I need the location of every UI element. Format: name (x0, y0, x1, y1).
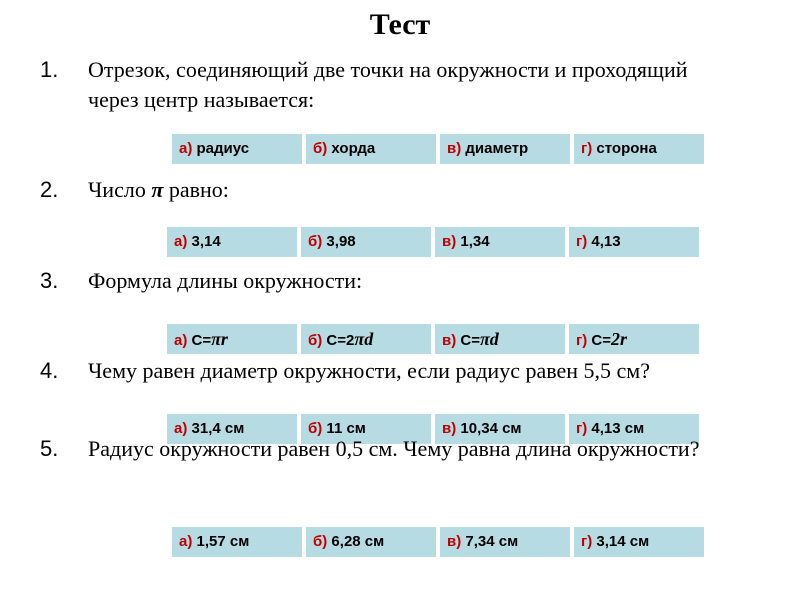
formula-math: πd (479, 329, 499, 349)
formula-math: πr (211, 329, 228, 349)
option-value: 6,28 см (327, 533, 385, 550)
option-letter: г) (581, 140, 593, 157)
option-letter: в) (442, 332, 457, 349)
option-value: 11 см (322, 420, 366, 437)
option-letter: а) (179, 533, 193, 550)
option-value: 4,13 см (587, 420, 645, 437)
formula-math: 2r (611, 329, 628, 349)
option-letter: г) (576, 233, 588, 250)
answer-option-d[interactable] (574, 527, 704, 557)
page-title: Тест (369, 8, 431, 41)
answer-option-b[interactable] (306, 134, 436, 164)
option-value: радиус (192, 140, 250, 157)
answer-option-a[interactable] (172, 134, 302, 164)
option-value: 3,98 (322, 233, 356, 250)
answer-option-c[interactable] (435, 227, 565, 257)
answer-row-5 (172, 527, 704, 557)
option-letter: г) (576, 332, 588, 349)
formula-math: πd (354, 329, 374, 349)
answer-option-d[interactable] (569, 227, 699, 257)
option-letter: а) (174, 233, 188, 250)
option-letter: б) (308, 233, 323, 250)
option-value: 3,14 см (592, 533, 650, 550)
option-value: 31,4 см (187, 420, 245, 437)
option-letter: б) (313, 533, 328, 550)
answer-option-c[interactable] (440, 527, 570, 557)
question-number: 2. (40, 177, 59, 202)
question-text: Чему равен диаметр окружности, если радиус равен 5,5 см? (88, 358, 650, 383)
question-text: Радиус окружности равен 0,5 см. Чему равна длина окружности? (88, 436, 700, 461)
option-value: 10,34 см (456, 420, 522, 437)
answer-row-2 (167, 227, 699, 257)
option-letter: б) (308, 420, 323, 437)
option-letter: г) (576, 420, 588, 437)
option-value: хорда (327, 140, 376, 157)
question-number: 5. (40, 436, 59, 461)
answer-option-d[interactable] (569, 324, 699, 354)
pi-symbol: π (151, 177, 164, 202)
question-number: 3. (40, 268, 59, 293)
option-letter: г) (581, 533, 593, 550)
option-value: 1,34 (456, 233, 490, 250)
answer-option-b[interactable] (306, 527, 436, 557)
question-text: Отрезок, соединяющий две точки на окружности и проходящий через центр называется: (88, 57, 688, 112)
question-number: 1. (40, 57, 59, 82)
option-prefix: C= (587, 332, 612, 349)
question-text: Число π равно: (88, 177, 229, 202)
answer-option-a[interactable] (167, 227, 297, 257)
answer-row-3 (167, 324, 699, 354)
option-prefix: C= (456, 332, 480, 349)
option-letter: б) (313, 140, 328, 157)
question-number: 4. (40, 358, 59, 383)
answer-option-c[interactable] (440, 134, 570, 164)
answer-option-b[interactable] (301, 324, 431, 354)
option-value: сторона (592, 140, 657, 157)
option-value: 1,57 см (192, 533, 250, 550)
option-letter: а) (174, 332, 188, 349)
answer-option-d[interactable] (574, 134, 704, 164)
option-letter: в) (447, 533, 462, 550)
question-text: Формула длины окружности: (88, 268, 363, 293)
option-letter: в) (447, 140, 462, 157)
answer-option-c[interactable] (435, 324, 565, 354)
answer-row-1 (172, 134, 704, 164)
option-prefix: C=2 (322, 332, 355, 349)
option-letter: а) (174, 420, 188, 437)
option-letter: а) (179, 140, 193, 157)
option-letter: б) (308, 332, 323, 349)
option-value: диаметр (461, 140, 529, 157)
option-prefix: C= (187, 332, 212, 349)
option-value: 7,34 см (461, 533, 519, 550)
option-value: 4,13 (587, 233, 621, 250)
option-value: 3,14 (187, 233, 221, 250)
answer-option-a[interactable] (172, 527, 302, 557)
answer-option-b[interactable] (301, 227, 431, 257)
option-letter: в) (442, 420, 457, 437)
answer-option-a[interactable] (167, 324, 297, 354)
option-letter: в) (442, 233, 457, 250)
